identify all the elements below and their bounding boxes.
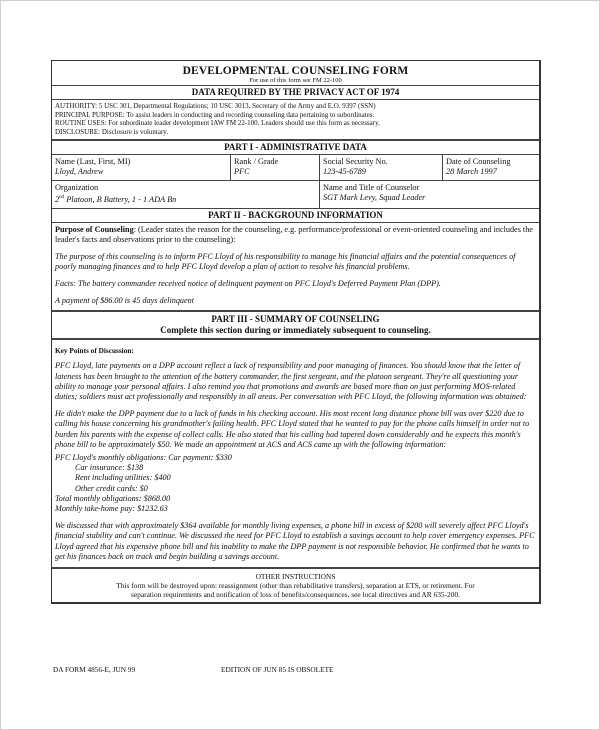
counselor-label: Name and Title of Counselor: [323, 183, 420, 193]
obligation-credit-cards: Other credit cards: $0: [75, 483, 148, 493]
ssn-field[interactable]: [320, 155, 443, 180]
obligation-rent: Rent including utilities: $400: [75, 473, 171, 483]
date-field[interactable]: [443, 155, 539, 180]
counselor-value: SGT Mark Levy, Squad Leader: [323, 193, 426, 203]
discussion-paragraph-2[interactable]: He didn't make the DPP payment due to a lack of funds in his checking account. His most recent long distance phone bill was over $220 due to calling his house concerning his grandmother's failing health. PFC Lloyd stated that he wanted to pay for the phone calls himself in order not to burden his parents with the expense of collect calls. He also stated that his calling had tapered down considerably and he expects this month's phone bill to be approximately $50. We made an appointment at ACS and ACS came up with the following information:: [55, 409, 530, 449]
total-obligations: Total monthly obligations: $868.00: [55, 493, 171, 503]
organization-label: Organization: [55, 183, 99, 193]
privacy-authority: AUTHORITY: 5 USC 301, Departmental Regulations; 10 USC 3013, Secretary of the Army and E.O. 9397 (SSN): [55, 102, 376, 110]
organization-value: [55, 193, 316, 205]
purpose-instruction-text: : (Leader states the reason for the counseling, e.g. performance/professional or event-oriented counseling and includes the leader's facts and observations prior to the counseling):: [55, 225, 533, 245]
form-title-block: [52, 61, 539, 86]
rank-value: PFC: [234, 167, 250, 177]
org-counselor-row: [52, 181, 539, 209]
purpose-instruction: [52, 223, 539, 247]
ssn-value: 123-45-6789: [323, 167, 366, 177]
name-field[interactable]: [52, 155, 231, 180]
date-value: 28 March 1997: [446, 167, 497, 177]
purpose-label: Purpose of Counseling: [55, 225, 134, 235]
obligations-list[interactable]: [52, 452, 539, 516]
date-label: Date of Counseling: [446, 157, 511, 167]
form-footer: [53, 665, 533, 674]
form-title: DEVELOPMENTAL COUNSELING FORM: [182, 65, 409, 77]
organization-field[interactable]: [52, 181, 320, 208]
privacy-disclosure: DISCLOSURE: Disclosure is voluntary.: [55, 127, 169, 136]
privacy-principal-purpose: PRINCIPAL PURPOSE: To assist leaders in conducting and recording counseling data pertaining to subordinates.: [55, 110, 375, 119]
part2-header: PART II - BACKGROUND INFORMATION: [52, 209, 539, 223]
edition-note: EDITION OF JUN 85 IS OBSOLETE: [221, 665, 334, 674]
privacy-routine-uses: ROUTINE USES: For subordinate leader development IAW FM 22-100. Leaders should use this form as necessary.: [55, 119, 380, 128]
rank-field[interactable]: [231, 155, 320, 180]
part3-subheader: Complete this section during or immediately subsequent to counseling.: [160, 325, 431, 336]
name-value: Lloyd, Andrew: [55, 167, 104, 177]
other-instructions: [52, 568, 539, 602]
take-home-pay: Monthly take-home pay: $1232.63: [55, 504, 168, 513]
ssn-label: Social Security No.: [323, 157, 388, 167]
organization-unit: Platoon, B Battery, 1 - 1 ADA Bn: [64, 195, 177, 205]
other-instructions-header: OTHER INSTRUCTIONS: [255, 572, 336, 582]
background-section: [52, 223, 539, 311]
organization-ordinal-suffix: nd: [59, 195, 65, 201]
part3-header: PART III - SUMMARY OF COUNSELING: [211, 314, 380, 325]
organization-ordinal: 2: [55, 195, 60, 205]
counseling-form: [51, 60, 541, 604]
key-points-label: Key Points of Discussion:: [55, 346, 134, 356]
name-label: Name (Last, First, MI): [55, 157, 131, 167]
form-id: DA FORM 4856-E, JUN 99: [53, 665, 136, 674]
part3-header-block: [52, 311, 539, 339]
discussion-paragraph-1[interactable]: PFC Lloyd, late payments on a DPP account reflect a lack of responsibility and poor managing of finances. You should know that the letter of lateness has been brought to the attention of the battery commander, the first sergeant, and the platoon sergeant. They're all questioning your ability to manage your personal affairs. I also remind you that promotions and awards are based more than on just performing MOS-related duties; soldiers must act professionally and responsibly in all areas. Per conversation with PFC Lloyd, the following information was obtained:: [55, 361, 527, 401]
counselor-field[interactable]: [320, 181, 539, 208]
other-instructions-line1: This form will be destroyed upon: reassignment (other than rehabilitative transfers), separation at ETS, or retirement. For: [116, 581, 475, 591]
form-subtitle: For use of this form see FM 22-100: [249, 77, 342, 84]
payment-text[interactable]: A payment of $86.00 is 45 days delinquent: [55, 296, 195, 306]
rank-label: Rank / Grade: [234, 157, 279, 167]
discussion-paragraph-3[interactable]: We discussed that with approximately $364 available for monthly living expenses, a phone bill in excess of $200 will severely affect PFC Lloyd's financial stability and can't continue. We discussed the need for PFC Lloyd to establish a savings account to help cover emergency expenses. PFC Lloyd agreed that his expensive phone bill and his inability to make the DPP payment is not responsible behavior. He confirmed that he wants to get his finances back on track and begin building a savings account.: [55, 521, 535, 561]
summary-section: [52, 339, 539, 568]
part1-header: PART I - ADMINISTRATIVE DATA: [52, 140, 539, 155]
facts-text[interactable]: Facts: The battery commander received notice of delinquent payment on PFC Lloyd's Deferred Payment Plan (DPP).: [55, 278, 441, 288]
obligation-car-payment: PFC Lloyd's monthly obligations: Car payment: $330: [55, 452, 232, 462]
privacy-act-header: DATA REQUIRED BY THE PRIVACY ACT OF 1974: [52, 86, 539, 100]
other-instructions-line2: separation requirements and notification of loss of benefits/consequences, see local directives and AR 635-200.: [131, 590, 460, 600]
admin-data-row: [52, 155, 539, 181]
purpose-text[interactable]: The purpose of this counseling is to inform PFC Lloyd of his responsibility to manage his financial affairs and the potential consequences of poorly managing finances and to help PFC Lloyd develop a plan of action to resolve his financial problems.: [55, 251, 516, 271]
obligation-car-insurance: Car insurance: $138: [75, 463, 144, 473]
privacy-act-statement: [52, 100, 539, 140]
